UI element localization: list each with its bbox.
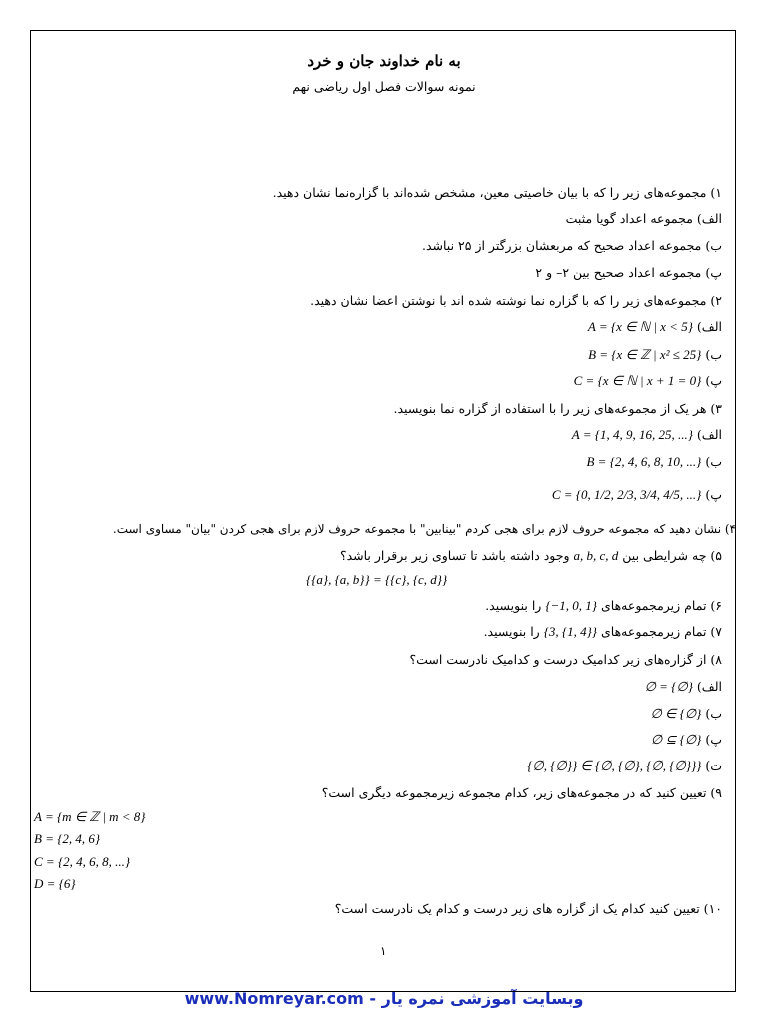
set-statement: ∅ ∈ {∅} — [650, 706, 702, 721]
question-9-set-a: A = {m ∈ ℤ | m < 8} — [34, 809, 146, 824]
question-8-part-c — [651, 731, 722, 749]
question-3-part-a — [572, 426, 722, 444]
part-label: الف) — [696, 319, 722, 334]
set-statement: {∅, {∅}} ∈ {∅, {∅}, {∅, {∅}}} — [527, 758, 702, 773]
question-7-suffix: را بنویسید. — [483, 624, 540, 639]
page-frame — [30, 30, 736, 992]
question-9-text: ۹) تعیین کنید که در مجموعه‌های زیر، کدام مجموعه زیرمجموعه دیگری است؟ — [321, 785, 722, 800]
question-8-text: ۸) از گزاره‌های زیر کدامیک درست و کدامیک نادرست است؟ — [409, 652, 722, 667]
question-2-part-a — [588, 318, 722, 336]
question-8-part-b — [650, 705, 722, 723]
question-4-text: ۴) نشان دهید که مجموعه حروف لازم برای هجی کردم "بینابین" با مجموعه حروف لازم برای هجی کردن "بیان" مساوی است. — [112, 522, 736, 536]
part-label: ت) — [705, 758, 722, 773]
question-9-set-c: C = {2, 4, 6, 8, ...} — [34, 854, 131, 869]
part-label: ب) — [705, 706, 722, 721]
set-formula: A = {x ∈ ℕ | x < 5} — [587, 319, 693, 334]
set-statement: ∅ ⊆ {∅} — [650, 732, 702, 747]
question-1-part-c: پ) مجموعه اعداد صحیح بین ۲– و ۲ — [535, 265, 722, 280]
set-formula: C = {0, 1/2, 2/3, 3/4, 4/5, ...} — [551, 487, 702, 502]
question-5-suffix: وجود داشته باشد تا تساوی زیر برقرار باشد؟ — [339, 548, 570, 563]
part-label: پ) — [705, 732, 722, 747]
part-label: الف) — [696, 427, 722, 442]
set-formula: A = {1, 4, 9, 16, 25, ...} — [571, 427, 693, 442]
footer-website-banner[interactable]: www.Nomreyar.com - وبسایت آموزشی نمره یار — [184, 989, 584, 1008]
question-5-equation: {{a}, {a, b}} = {{c}, {c, d}} — [306, 572, 448, 587]
page-title: به نام خداوند جان و خرد — [307, 52, 461, 70]
question-5-prefix: ۵) چه شرایطی بین — [622, 548, 722, 563]
question-6-text — [485, 597, 722, 615]
question-7-set: {3, {1, 4}} — [543, 624, 597, 639]
question-8-part-d — [527, 757, 722, 775]
page-subtitle: نمونه سوالات فصل اول ریاضی نهم — [292, 79, 476, 94]
question-2-part-c — [574, 372, 722, 390]
question-3-part-b — [586, 453, 722, 471]
question-2-text: ۲) مجموعه‌های زیر را که با گزاره نما نوشته شده اند با نوشتن اعضا نشان دهید. — [310, 293, 722, 308]
question-7-prefix: ۷) تمام زیرمجموعه‌های — [600, 624, 722, 639]
part-label: پ) — [705, 487, 722, 502]
part-label: ب) — [705, 454, 722, 469]
question-6-suffix: را بنویسید. — [485, 598, 542, 613]
page-number: ۱ — [380, 944, 387, 958]
question-10-text: ۱۰) تعیین کنید کدام یک از گزاره های زیر درست و کدام یک نادرست است؟ — [334, 901, 722, 916]
question-5-variables: a, b, c, d — [573, 548, 619, 563]
set-formula: B = {x ∈ ℤ | x² ≤ 25} — [588, 347, 702, 362]
question-7-text — [484, 623, 722, 641]
question-5-text — [340, 547, 722, 565]
set-statement: ∅ = {∅} — [644, 679, 693, 694]
part-label: پ) — [705, 373, 722, 388]
question-3-part-c — [552, 486, 722, 504]
question-1-part-b: ب) مجموعه اعداد صحیح که مربعشان بزرگتر از ۲۵ نباشد. — [421, 238, 722, 253]
question-8-part-a — [645, 678, 722, 696]
question-1-part-a: الف) مجموعه اعداد گویا مثبت — [565, 211, 722, 226]
question-2-part-b — [588, 346, 722, 364]
question-9-set-d: D = {6} — [34, 876, 76, 891]
part-label: الف) — [696, 679, 722, 694]
set-formula: C = {x ∈ ℕ | x + 1 = 0} — [573, 373, 702, 388]
question-3-text: ۳) هر یک از مجموعه‌های زیر را با استفاده از گزاره نما بنویسید. — [393, 401, 722, 416]
question-6-prefix: ۶) تمام زیرمجموعه‌های — [600, 598, 722, 613]
question-6-set: {−1, 0, 1} — [545, 598, 597, 613]
set-formula: B = {2, 4, 6, 8, 10, ...} — [586, 454, 702, 469]
question-9-set-b: B = {2, 4, 6} — [34, 831, 101, 846]
question-1-text: ۱) مجموعه‌های زیر را که با بیان خاصیتی معین، مشخص شده‌اند با گزاره‌نما نشان دهید. — [272, 185, 722, 200]
part-label: ب) — [705, 347, 722, 362]
